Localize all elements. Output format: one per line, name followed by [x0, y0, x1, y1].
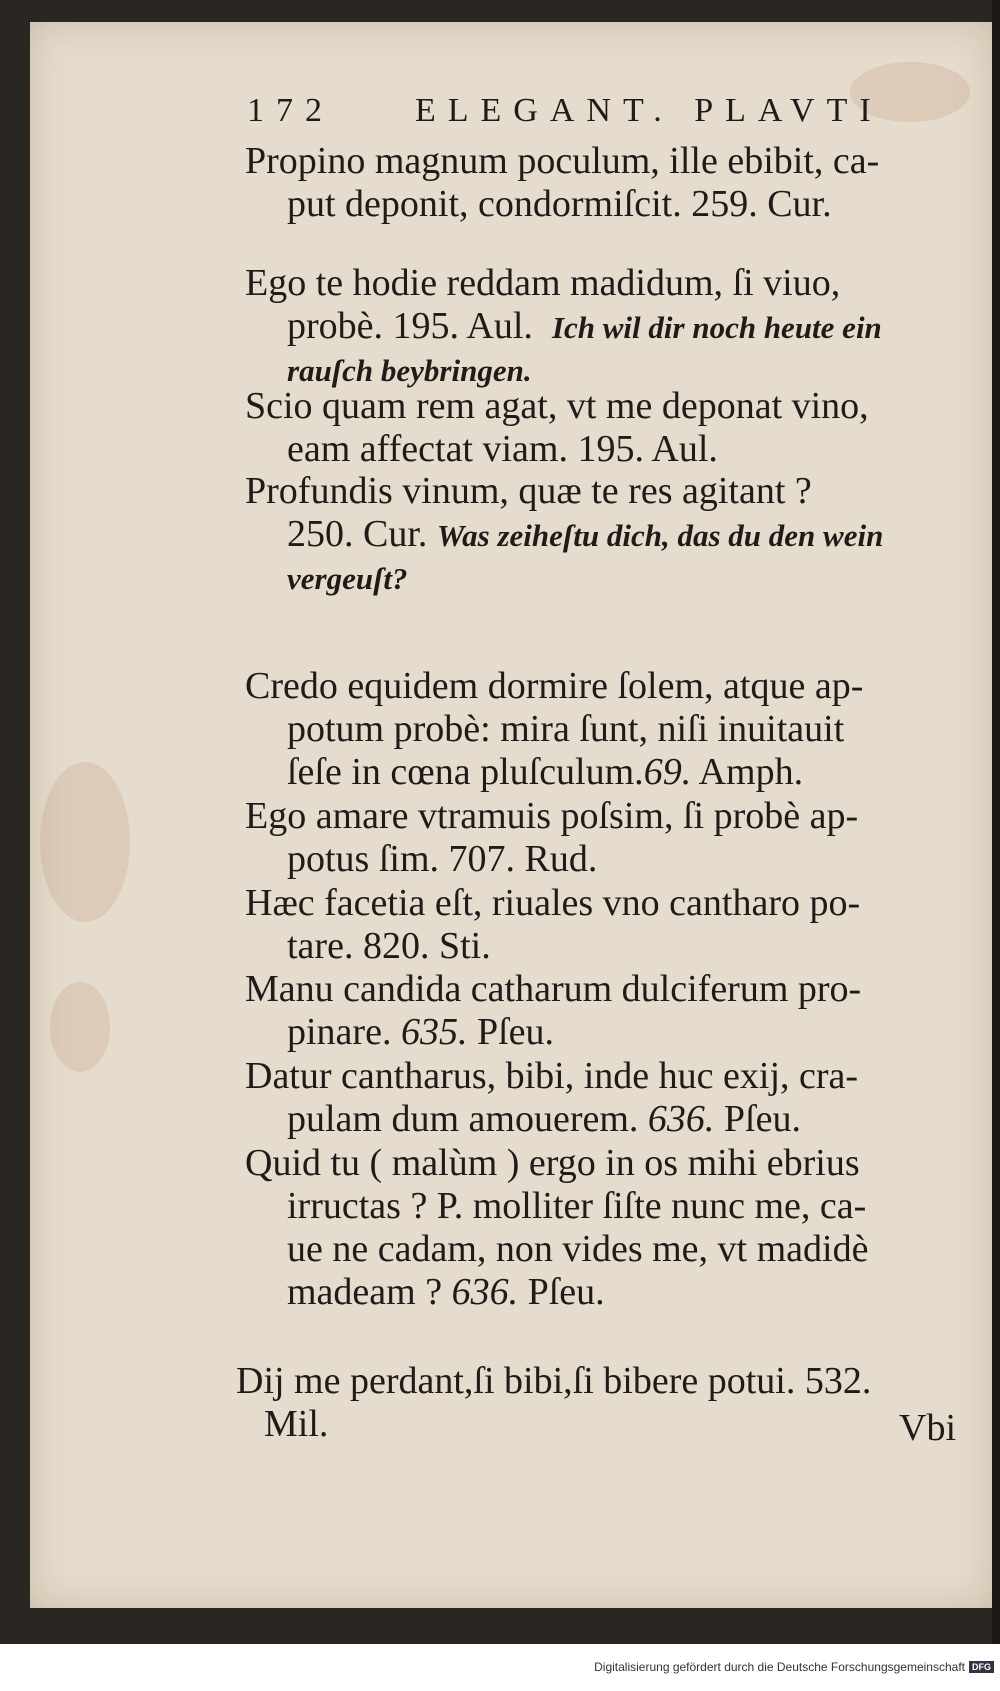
- text-line: [245, 751, 965, 794]
- running-head: ELEGANT. PLAVTI: [415, 92, 883, 129]
- text-line: put deponit, condormiſcit. 259. Cur.: [287, 183, 832, 225]
- line-number: 69.: [643, 751, 692, 793]
- german-gloss-line: vergeuſt?: [287, 561, 408, 596]
- text-line: Manu candida catharum dulciferum pro-: [245, 968, 862, 1010]
- text-line: Credo equidem dormire ſolem, atque ap-: [245, 665, 864, 707]
- text-line: potum probè: mira ſunt, niſi inuitauit: [287, 708, 845, 750]
- text-entry: [245, 262, 965, 392]
- text-entry: [245, 882, 965, 968]
- text-line: Propino magnum poculum, ille ebibit, ca-: [245, 140, 880, 182]
- text-entry: [245, 385, 965, 471]
- german-gloss: Ich wil dir noch heute ein: [551, 310, 882, 345]
- text-line: Ego amare vtramuis poſsim, ſi probè ap-: [245, 795, 859, 837]
- text-line: [245, 513, 965, 557]
- text-line: Quid tu ( malùm ) ergo in os mihi ebrius: [245, 1142, 860, 1184]
- text-line: Hæc facetia eſt, riuales vno cantharo po-: [245, 882, 861, 924]
- text-line: irructas ? P. molliter ſiſte nunc me, ca-: [287, 1185, 867, 1227]
- text-entry: [245, 795, 965, 881]
- text-line: Ego te hodie reddam madidum, ſi viuo,: [245, 262, 841, 304]
- text-segment: pulam dum amouerem.: [287, 1098, 639, 1140]
- text-line: Scio quam rem agat, vt me deponat vino,: [245, 385, 869, 427]
- footer-text: Digitalisierung gefördert durch die Deutsche Forschungsgemeinschaft: [594, 1660, 965, 1674]
- line-number: 636.: [647, 1098, 715, 1140]
- text-segment: pinare.: [287, 1011, 392, 1053]
- text-line: tare. 820. Sti.: [287, 925, 491, 967]
- text-entry: [245, 665, 965, 794]
- text-line: [245, 1098, 965, 1141]
- text-line: [245, 1271, 965, 1314]
- text-entry: [236, 1360, 956, 1446]
- page-edge: [992, 0, 1000, 1644]
- text-line: [245, 1011, 965, 1054]
- catchword: Vbi: [899, 1407, 956, 1449]
- text-segment: Pſeu.: [723, 1098, 801, 1140]
- digitization-footer: [594, 1660, 994, 1674]
- text-line: Datur cantharus, bibi, inde huc exij, cra-: [245, 1055, 859, 1097]
- text-segment: probè. 195. Aul.: [287, 305, 533, 347]
- page-number: 172: [247, 92, 334, 129]
- text-segment: Amph.: [698, 751, 804, 793]
- paper-stain: [40, 762, 130, 922]
- german-gloss-line: rauſch beybringen.: [287, 353, 532, 388]
- text-line: ue ne cadam, non vides me, vt madidè: [287, 1228, 869, 1270]
- text-segment: Pſeu.: [476, 1011, 555, 1053]
- text-segment: Pſeu.: [527, 1271, 605, 1313]
- text-entry: [245, 1055, 965, 1141]
- running-header: [247, 92, 897, 130]
- line-number: 636.: [451, 1271, 519, 1313]
- text-line: Mil.: [264, 1403, 329, 1445]
- text-line: [245, 305, 965, 349]
- text-line: eam affectat viam. 195. Aul.: [287, 428, 718, 470]
- text-segment: 250. Cur.: [287, 513, 428, 555]
- text-segment: madeam ?: [287, 1271, 443, 1313]
- german-gloss: Was zeiheſtu dich, das du den wein: [436, 518, 884, 553]
- text-line: potus ſim. 707. Rud.: [287, 838, 598, 880]
- line-number: 635.: [400, 1011, 468, 1053]
- text-entry: [245, 140, 965, 226]
- text-line: Profundis vinum, quæ te res agitant ?: [245, 470, 812, 512]
- text-line: Dij me perdant,ſi bibi,ſi bibere potui. 532.: [236, 1360, 872, 1402]
- text-entry: [245, 1142, 965, 1314]
- dfg-logo-badge: DFG: [969, 1661, 994, 1673]
- text-entry: [245, 968, 965, 1054]
- paper-stain: [50, 982, 110, 1072]
- text-entry: [245, 470, 965, 600]
- text-segment: ſeſe in cœna pluſculum.: [287, 751, 644, 793]
